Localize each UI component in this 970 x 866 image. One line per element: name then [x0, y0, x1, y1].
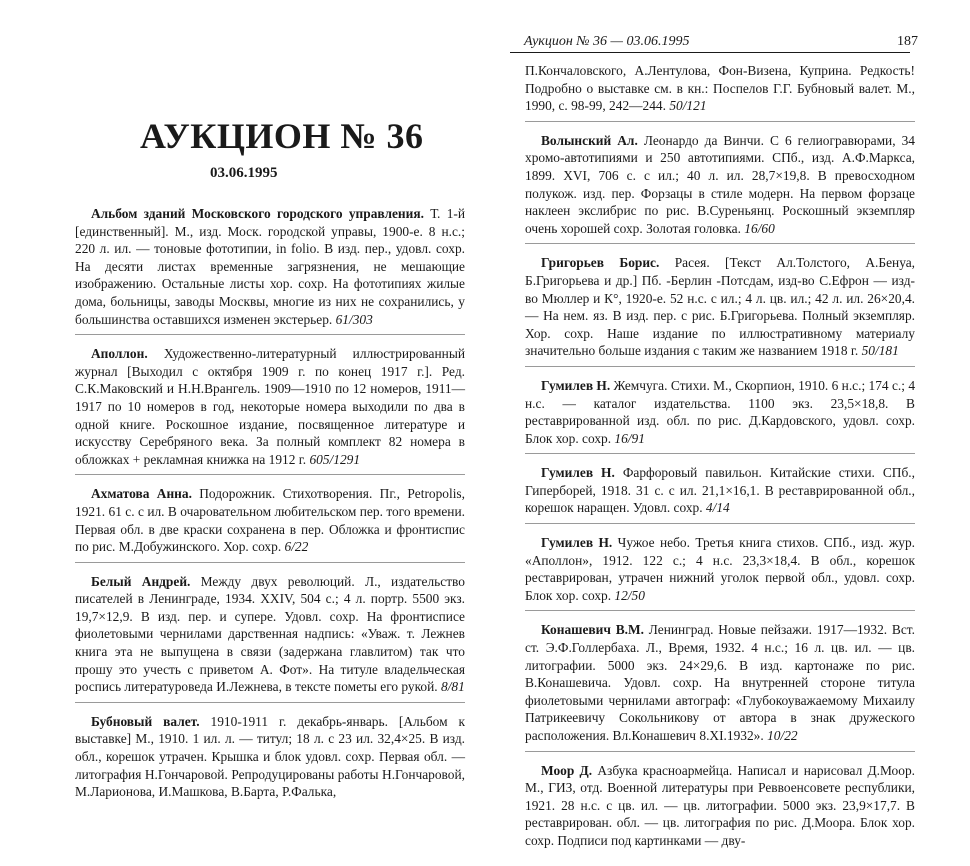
entry-lot-price: 12/50: [614, 587, 645, 603]
entry-description: Ленинград. Новые пейзажи. 1917—1932. Вст. ст. Э.Ф.Голлербаха. Л., Время, 1932. 4 н.с.; 16 л. цв. ил. — цв. литографии. 5000 экз. 24×29,6. В изд. картонаже по рис. В.Конашевича. Удовл. сохр. На внутренней стороне титула фиолетовыми чернилами автограф: «Глубокоуважаемому Михаилу Патрикеевичу Сокольникову от автора в знак дружеского расположения. Вл.Конашевич 8.XI.1932».: [525, 622, 915, 743]
entry-author: Гумилев Н.: [541, 535, 613, 551]
catalog-entry: [525, 254, 915, 367]
catalog-entry: [525, 377, 915, 454]
catalog-entry: [525, 534, 915, 611]
catalog-entry: [75, 713, 465, 807]
entry-description: Азбука красноармейца. Написал и нарисовал Д.Моор. М., ГИЗ, отд. Военной литературы при Реввоенсовете республики, 1921. 28 н.с. с цв. ил. — цв. литографии. 5000 экз. 23,9×17,7. В реставрирован. обл. — цв. литография по рис. Д.Моора. Блок хор. сохр. Подписи под картинками — дву-: [525, 762, 915, 848]
entry-lot-price: 61/303: [335, 311, 373, 327]
catalog-entry: [75, 573, 465, 703]
catalog-entry: [525, 464, 915, 524]
entry-author: Волынский Ал.: [541, 132, 638, 148]
entry-description: Между двух революций. Л., издательство писателей в Ленинграде, 1934. XXIV, 504 с.; 4 л. портр. 5500 экз. 19,7×12,9. В изд. пер. и супере. Удовл. сохр. На фронтисписе фиолетовыми чернилами дарственная надпись: «Уваж. т. Лежнев книга эта не выпущена в связи (задержана главлитом) так что прошу это учесть с приветом А. Фот». На титуле владельческая роспись литературоведа И.Лежнева, в тексте пометы его рукой.: [75, 573, 465, 695]
entry-description: 1910-1911 г. декабрь-январь. [Альбом к выставке] М., 1910. 1 ил. л. — титул; 18 л. с 23 ил. 32,4×25. В изд. обл., корешок утрачен. Крышка и блок удовл. сохр. Первая обл. — литография Н.Гончаровой. Репродуцированы работы Н.Гончаровой, М.Ларионова, И.Машкова, В.Барта, Р.Фалька,: [75, 713, 465, 800]
entry-author: Моор Д.: [541, 762, 593, 778]
entry-lot-price: 6/22: [284, 539, 309, 555]
catalog-entry: [75, 205, 465, 335]
entry-author: Белый Андрей.: [91, 573, 191, 589]
catalog-entry: [75, 485, 465, 562]
right-entries: [525, 62, 915, 866]
entry-description: Чужое небо. Третья книга стихов. СПб., изд. жур. «Аполлон», 1912. 122 с.; 4 н.с. 23,3×18,4. В обл., корешок реставрирован, утрачен нижний уголок первой обл., удовл. сохр. Блок хор. сохр.: [525, 535, 915, 603]
entry-lot-price: 4/14: [705, 500, 730, 516]
auction-title: АУКЦИОН № 36: [140, 116, 424, 156]
entry-lot-price: 50/121: [669, 98, 707, 114]
entry-lot-price: 8/81: [441, 679, 465, 695]
catalog-entry: [525, 762, 915, 856]
entry-lot-price: 605/1291: [309, 451, 361, 467]
left-entries: [75, 205, 465, 817]
catalog-entry-continuation: [525, 62, 915, 122]
entry-description: П.Кончаловского, А.Лентулова, Фон-Визена, Куприна. Редкость! Подробно о выставке см. в кн.: Поспелов Г.Г. Бубновый валет. М., 1990, с. 98-99, 242—244.: [525, 63, 915, 114]
catalog-entry: [525, 132, 915, 245]
entry-description: Фарфоровый павильон. Китайские стихи. СПб., Гиперборей, 1918. 31 с. с ил. 21,1×16,1. В реставрированной обл., корешок наращен. Удовл. сохр.: [525, 465, 915, 516]
entry-author: Аполлон.: [91, 346, 148, 362]
catalog-entry: [525, 621, 915, 751]
entry-author: Ахматова Анна.: [91, 486, 192, 502]
entry-description: Расея. [Текст Ал.Толстого, А.Бенуа, Б.Григорьева и др.] Пб. -Берлин -Потсдам, изд-во С.Ефрон — изд-во Мюллер и К°, 1920-е. 52 н.с. с ил.; 4 л. цв. ил.; 42 л. ил. 26×20,4.— На нем. яз. В изд. пер. с рис. Б.Григорьева. Полный экземпляр. Хор. сохр. Наше издание по иллюстративному материалу значительно больше издания с таким же названием 1918 г.: [525, 255, 916, 359]
entry-lot-price: 16/91: [614, 430, 645, 446]
entry-author: Альбом зданий Московского городского управления.: [91, 206, 424, 221]
entry-description: Подорожник. Стихотворения. Пг., Petropolis, 1921. 61 с. с ил. В очаровательном любительском пер. того времени. Первая обл. в две краски сохранена в пер. Обложка и фронтиспис по рис. М.Добужинского. Хор. сохр.: [75, 486, 465, 555]
entry-description: Жемчуга. Стихи. М., Скорпион, 1910. 6 н.с.; 174 с.; 4 н.с. — каталог издательства. 1100 экз. 23,5×18,8. В реставрированной изд. обл. по рис. Д.Кардовского, удовл. сохр. Блок хор. сохр.: [525, 377, 916, 446]
entry-lot-price: 10/22: [767, 728, 798, 743]
entry-author: Гумилев Н.: [541, 377, 611, 393]
entry-description: Леонардо да Винчи. С 6 гелиогравюрами, 34 хромо-автотипиями и 250 автотипиями. СПб., изд. А.Ф.Маркса, 1899. XVI, 706 с. с ил.; 40 л. ил. 28,7×19,8. В превосходном полукож. изд. пер. Форзацы в стиле модерн. На первом форзаце наклеен экслибрис по рис. В.Суреньянц. Роскошный экземпляр очень хорошей сохр. Золотая головка.: [525, 132, 915, 236]
entry-author: Григорьев Борис.: [541, 255, 660, 271]
entry-lot-price: 50/181: [861, 343, 899, 359]
entry-author: Конашевич В.М.: [541, 622, 644, 638]
entry-author: Бубновый валет.: [91, 713, 200, 729]
entry-description: Художественно-литературный иллюстрированный журнал [Выходил с октября 1909 г. по конец 1917 г.]. Ред. С.К.Маковский и Н.Н.Врангель. 1909—1910 по 12 номеров, 1911—1917 по 10 номеров в год, некоторые номера выходили по два в одной книге. Роскошное издание, посвященное литературе и искусству Серебряного века. За полный комплект 82 номера в обложках + рекламная книжка на 1912 г.: [75, 346, 465, 467]
catalog-entry: [75, 345, 465, 475]
entry-author: Гумилев Н.: [541, 465, 615, 481]
entry-lot-price: 16/60: [744, 220, 775, 236]
auction-date: 03.06.1995: [210, 165, 278, 181]
running-head-title: Аукцион № 36 — 03.06.1995: [524, 34, 690, 49]
entry-description: Т. 1-й [единственный]. М., изд. Моск. городской управы, 1900-е. 8 н.с.; 220 л. ил. — тоновые фототипии, in folio. В изд. пер., удовл. сохр. На десяти листах временные загрязнения, не мешающие изображению. Остальные листы хор. сохр. На фототипиях жилые дома, больницы, заводы Москвы, многие из них не сохранились, у большинства оставшихся изменен экстерьер.: [75, 206, 466, 327]
running-head: [510, 34, 918, 53]
page-number: 187: [897, 34, 918, 49]
